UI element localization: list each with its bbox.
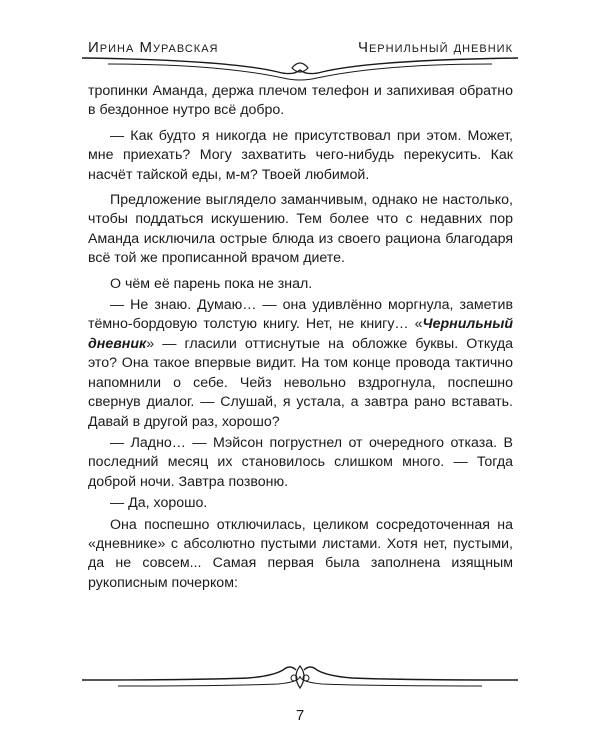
header-author: Ирина Муравская [88, 39, 219, 56]
header-book-title: Чернильный дневник [357, 39, 513, 56]
paragraph: тропинки Аманда, держа плечом телефон и запихивая обратно в бездонное нутро всё добро. [88, 83, 513, 119]
paragraph-text: » — гласили оттиснутые на обложке буквы. Откуда это? Она такое впервые видит. На том конце провода тактично напомнили о себе. Чейз невольно вздрогнула, поспешно свернув диалог. — Слушай, я устала, а завтра рано вставать. Давай в другой раз, хорошо? [88, 335, 513, 430]
paragraph: О чём её парень пока не знал. [110, 275, 313, 292]
page-number: 7 [295, 707, 305, 724]
paragraph: Она поспешно отключилась, целиком сосредоточенная на «дневнике» с абсолютно пустыми листами. Хотя нет, пустыми, да не совсем... Самая первая была заполнена изящным рукописным почерком: [88, 516, 513, 591]
paragraph [88, 296, 513, 432]
paragraph: Предложение выглядело заманчивым, однако не настолько, чтобы поддаться искушению. Тем более что с недавних пор Аманда исключила острые блюда из своего рациона благодаря всё той же прописанной врачом диете. [88, 192, 513, 267]
paragraph: — Ладно… — Мэйсон погрустнел от очередного отказа. В последний месяц их становилось слишком много. — Тогда доброй ночи. Завтра позвоню. [88, 434, 513, 490]
emphasized-book-title: Чернильный дневник [88, 316, 513, 352]
top-ornament-divider [78, 54, 522, 84]
running-header [88, 30, 513, 56]
paragraph-text: — Не знаю. Думаю… — она удивлённо моргнула, заметив тёмно-бордовую толстую книгу. Нет, не книгу… « [88, 297, 513, 333]
paragraph: — Да, хорошо. [110, 495, 208, 512]
page-body [88, 82, 513, 599]
paragraph: — Как будто я никогда не присутствовал при этом. Может, мне приехать? Могу захватить чего-нибудь перекусить. Как насчёт тайской еды, м-м? Твоей любимой. [88, 127, 513, 183]
bottom-ornament-divider [78, 658, 522, 696]
